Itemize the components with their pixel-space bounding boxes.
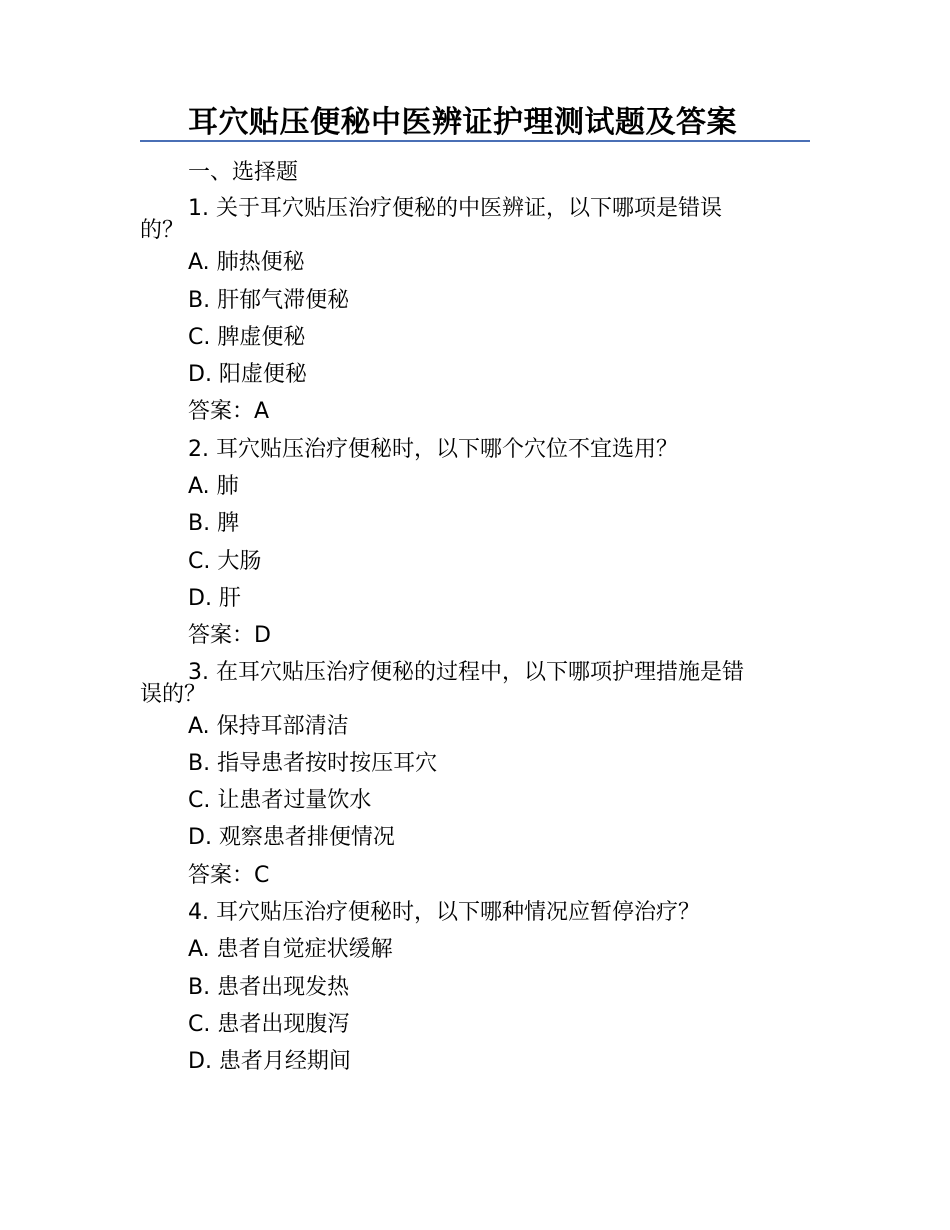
- title-underline: [140, 140, 810, 142]
- answer-option: D. 肝: [188, 585, 241, 611]
- answer-option: B. 脾: [188, 511, 240, 537]
- document-title: 耳穴贴压便秘中医辨证护理测试题及答案: [188, 105, 737, 140]
- answer-option: C. 脾虚便秘: [188, 324, 306, 350]
- question-stem: [140, 191, 810, 244]
- question-stem: 4. 耳穴贴压治疗便秘时，以下哪种情况应暂停治疗？: [188, 900, 700, 926]
- answer-key: 答案：C: [188, 862, 270, 888]
- answer-option: C. 大肠: [188, 548, 262, 574]
- answer-option: A. 保持耳部清洁: [188, 713, 349, 739]
- answer-key: 答案：A: [188, 399, 270, 425]
- section-heading: 一、选择题: [188, 160, 299, 185]
- answer-option: A. 患者自觉症状缓解: [188, 937, 393, 963]
- answer-key: 答案：D: [188, 623, 271, 649]
- answer-option: D. 阳虚便秘: [188, 362, 307, 388]
- document-body: [140, 154, 810, 1081]
- question-stem-line: 误的？: [140, 681, 207, 707]
- question-stem-line: 1. 关于耳穴贴压治疗便秘的中医辨证，以下哪项是错误: [188, 196, 722, 222]
- answer-option: D. 患者月经期间: [188, 1049, 351, 1075]
- answer-option: D. 观察患者排便情况: [188, 825, 395, 851]
- answer-option: A. 肺热便秘: [188, 250, 305, 276]
- answer-option: C. 让患者过量饮水: [188, 788, 372, 814]
- answer-option: B. 肝郁气滞便秘: [188, 287, 350, 313]
- question-stem: [140, 655, 810, 708]
- question-stem-line: 的？: [140, 218, 185, 244]
- question-stem: 2. 耳穴贴压治疗便秘时，以下哪个穴位不宜选用？: [188, 436, 678, 462]
- answer-option: A. 肺: [188, 474, 239, 500]
- question-stem-line: 3. 在耳穴贴压治疗便秘的过程中，以下哪项护理措施是错: [188, 659, 744, 685]
- answer-option: B. 指导患者按时按压耳穴: [188, 750, 438, 776]
- answer-option: C. 患者出现腹泻: [188, 1011, 350, 1037]
- answer-option: B. 患者出现发热: [188, 974, 350, 1000]
